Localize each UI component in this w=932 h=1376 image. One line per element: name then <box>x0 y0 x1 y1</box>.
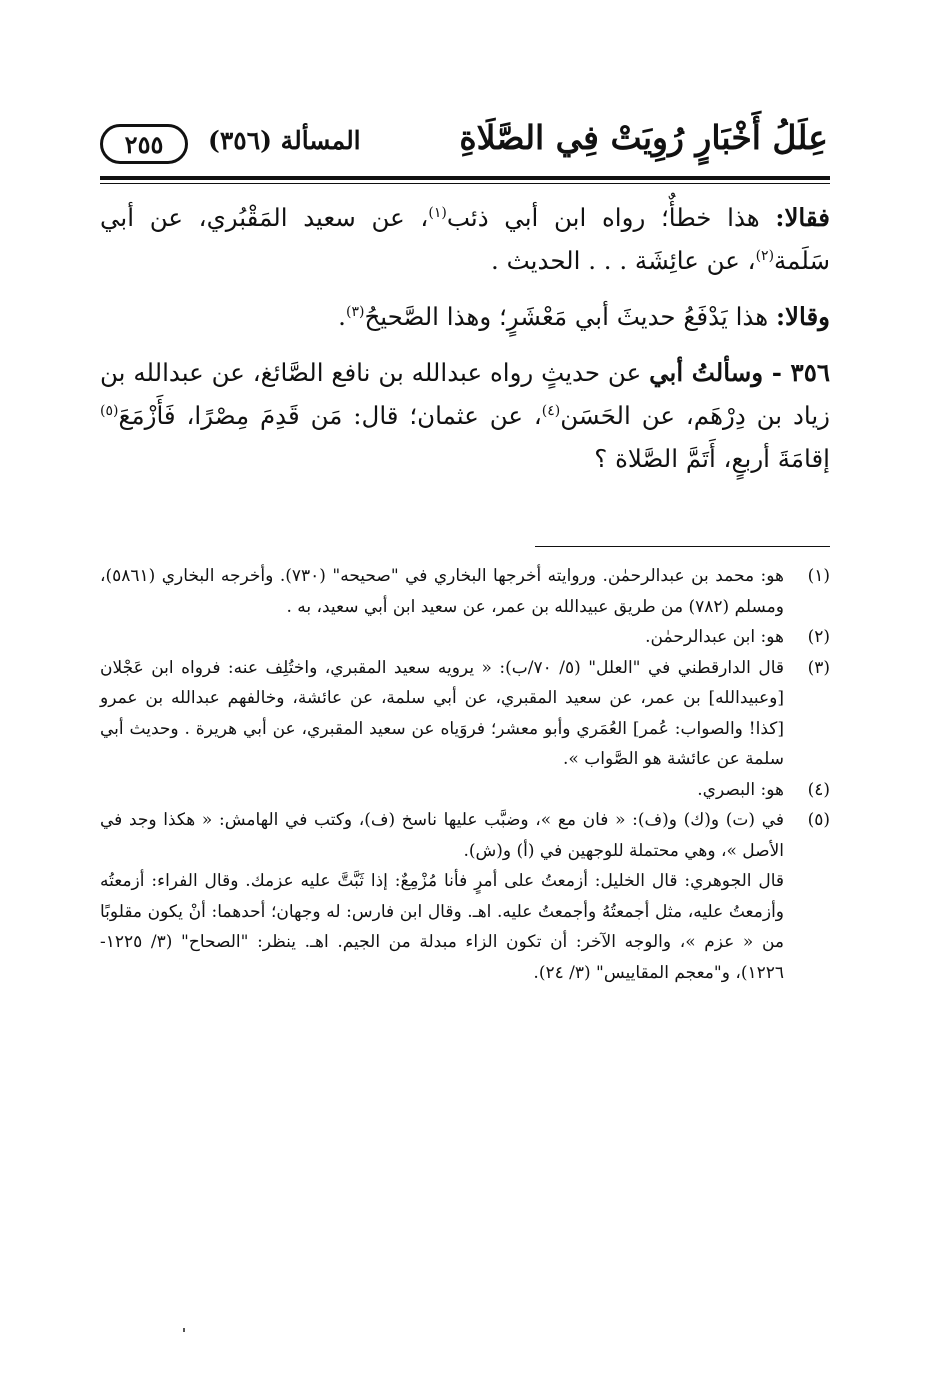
issue-lead: ٣٥٦ - وسألتُ أبي <box>649 358 831 387</box>
footnote-ref: (٤) <box>541 402 561 419</box>
footnote-continuation: قال الجوهري: قال الخليل: أزمعتُ على أمرٍ فأنا مُزْمِعٌ: إذا ثَبَّتَّ عليه عزمك. وقال الفراء: أزمعتُه وأزمعتُ عليه، مثل أجمعتُهُ وأجمعتُ عليه. اهـ. وقال ابن فارس: له وجهان؛ أحدهما: أنْ يكون مقلوبًا من « عزم »، والوجه الآخر: أن تكون الزاء مبدلة من الجيم. اهـ. ينظر: "الصحاح" (٣/ ١٢٢٥- ١٢٢٦)، و"معجم المقاييس" (٣/ ٢٤). <box>100 871 784 983</box>
paragraph-lead: وقالا: <box>775 302 830 331</box>
footnote-number: (٣) <box>807 657 830 678</box>
footnote-number: (٤) <box>807 779 830 800</box>
footnote-number: (٥) <box>807 810 830 830</box>
footnote-ref: (٣) <box>345 303 365 320</box>
issue-label: المسألة (٣٥٦) <box>208 126 361 155</box>
text-run: ، عن عائِشَة . . . الحديث . <box>491 246 756 275</box>
footnote-ref: (١) <box>428 204 447 221</box>
text-run: عن حديثٍ رواه عبدالله بن نافع الصَّائغ، عن عبدالله بن زياد بن دِرْهَم، عن الحَسَن <box>100 358 830 430</box>
scan-mark <box>183 1328 185 1332</box>
text-run: ، عن عثمان؛ قال: مَن قَدِمَ مِصْرًا، فَأَزْمَعَ <box>118 401 542 430</box>
book-page <box>100 118 830 988</box>
footnote-separator <box>535 546 830 547</box>
text-run: . <box>338 302 346 331</box>
footnote-text: في (ت) و(ك) و(ف): « فان مع »، وضبَّب عليها ناسخ (ف)، وكتب في الهامش: « هكذا وجد في الأصل »، وهي محتملة للوجهين في (أ) و(ش). <box>100 810 784 861</box>
text-run: هذا خطأٌ؛ رواه ابن أبي ذئب <box>446 203 776 232</box>
paragraph-1 <box>100 196 830 282</box>
footnote-text: هو: محمد بن عبدالرحمٰن. وروايته أخرجها البخاري في "صحيحه" (٧٣٠). وأخرجه البخاري (٥٨٦١)، ومسلم (٧٨٢) من طريق عبيدالله بن عمر، عن سعيد ابن أبي سعيد، به . <box>100 566 784 617</box>
paragraph-2 <box>100 295 830 338</box>
footnote <box>100 653 830 775</box>
footnote-ref: (٥) <box>100 402 119 419</box>
header-rule-thick <box>100 176 830 180</box>
paragraph-lead: فقالا: <box>775 203 830 232</box>
paragraph-3 <box>100 351 830 480</box>
footnote-number: (١) <box>807 566 830 586</box>
footnote-ref: (٢) <box>755 247 775 264</box>
footnote-text: قال الدارقطني في "العلل" (٥/ ٧٠/ب): « يرويه سعيد المقبري، واختُلِف عنه: فرواه ابن عَجْلان [وعبيدالله] بن عمر، عن سعيد المقبري، عن أبي سلمة، عن عائشة، وخالفهم عبدالله بن عمرو [كذا! والصواب: عُمر] العُمَري وأبو معشر؛ فروَياه عن سعيد المقبري، عن أبي هريرة . وحديث أبي سلمة عن عائشة هو الصَّواب ». <box>100 657 785 769</box>
footnote <box>100 622 830 653</box>
footnote-number: (٢) <box>807 627 830 647</box>
footnote <box>100 805 830 866</box>
footnote-text: هو: البصري. <box>697 779 784 800</box>
text-run: ، عن سعيد المَقْبُري، عن أبي سَلَمة <box>100 203 830 275</box>
footnote-text: هو: ابن عبدالرحمٰن. <box>645 627 784 647</box>
footnotes <box>100 561 830 988</box>
main-text <box>100 196 830 480</box>
book-title: عِلَلُ أَخْبَارٍ رُوِيَتْ فِي الصَّلَاةِ <box>459 118 828 157</box>
footnote <box>100 775 830 806</box>
text-run: هذا يَدْفَعُ حديثَ أبي مَعْشَرٍ؛ وهذا الصَّحيحُ <box>364 302 776 331</box>
text-run: إقامَةَ أربعٍ، أَتَمَّ الصَّلاة ؟ <box>594 444 830 473</box>
running-header <box>100 118 830 174</box>
page-number: ٢٥٥ <box>124 129 164 159</box>
footnote <box>100 561 830 622</box>
header-rule-thin <box>100 183 830 184</box>
page-number-badge <box>100 124 188 164</box>
